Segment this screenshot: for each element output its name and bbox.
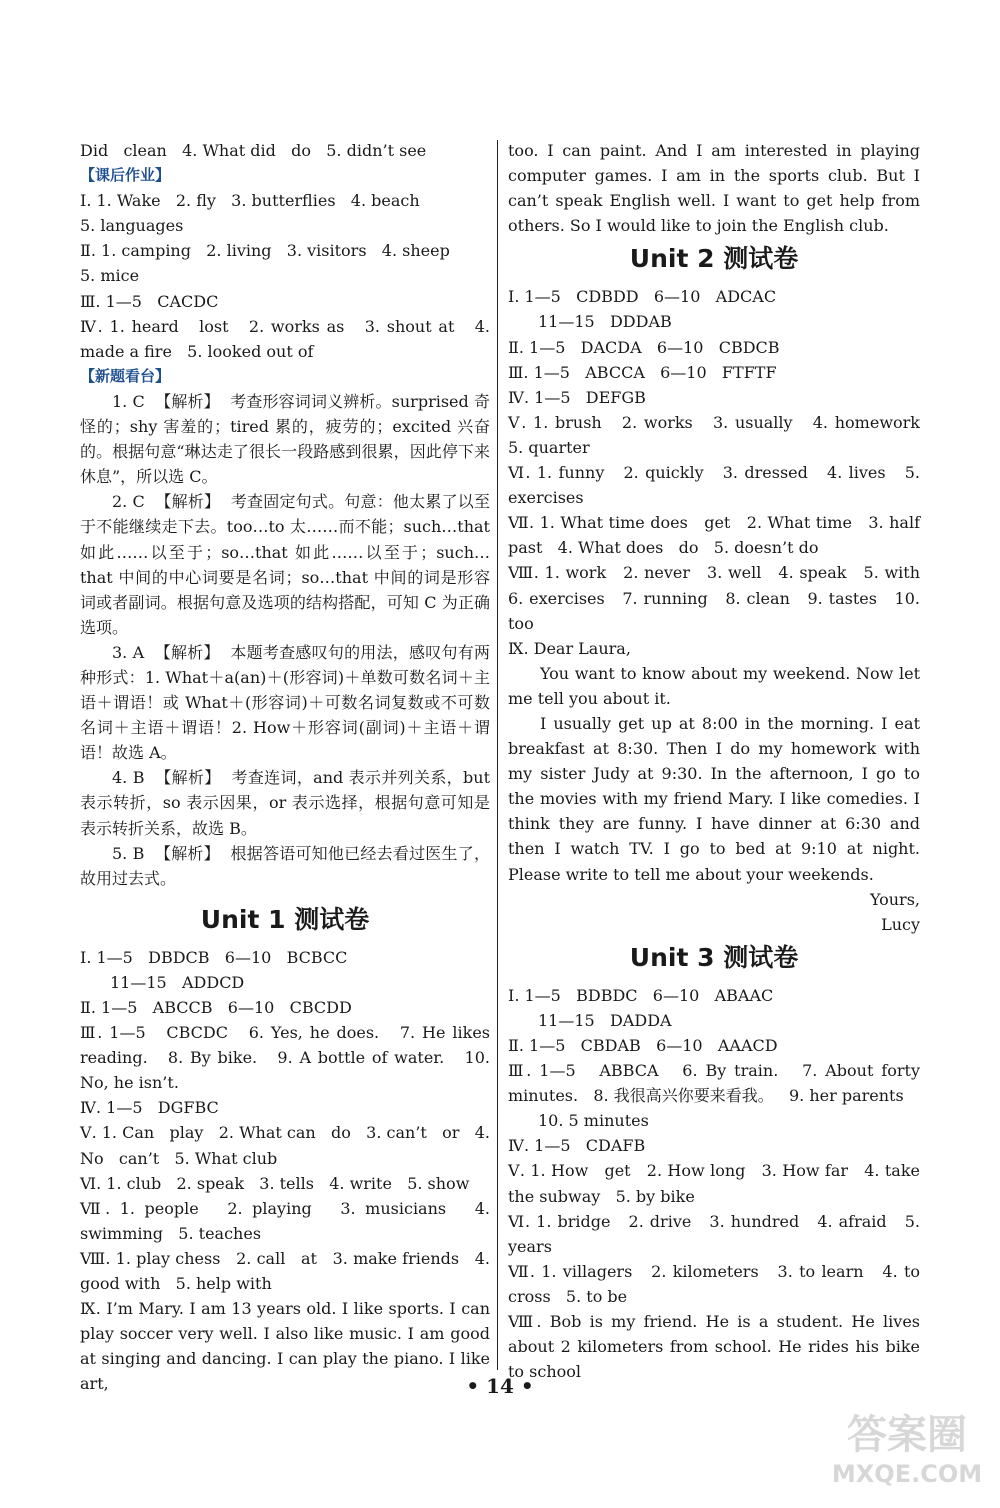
unit-test-title: Unit 1 测试卷: [200, 904, 370, 934]
answer-line: Ⅶ. 1. villagers 2. kilometers 3. to learn 4. to cross 5. to be: [508, 1261, 926, 1306]
answer-line: Ⅸ. Dear Laura,: [508, 638, 631, 658]
answer-line: Ⅳ. 1—5 DGFBC: [80, 1098, 219, 1118]
answer-line: too. I can paint. And I am interested in playing computer games. I am in the sports club. But I can’t speak English well. I want to get help from others. So I would like to join the English club.: [508, 141, 926, 236]
answer-paragraph: I usually get up at 8:00 in the morning. I eat breakfast at 8:30. Then I do my homework with my sister Judy at 9:30. In the afternoon, I go to the movies with my friend Mary. I like comedies. I think they are funny. I have dinner at 6:30 and then I watch TV. I go to bed at 9:10 at night. Please write to tell me about your weekends.: [508, 713, 926, 884]
answer-line: Ⅵ. 1. bridge 2. drive 3. hundred 4. afraid 5. years: [508, 1211, 926, 1256]
answer-line: Ⅷ. 1. work 2. never 3. well 4. speak 5. with 6. exercises 7. running 8. clean 9. tastes 10. too: [508, 563, 936, 633]
answer-line: Ⅲ. 1—5 ABBCA 6. By train. 7. About forty minutes. 8. 我很高兴你要来看我。 9. her parents: [508, 1061, 926, 1106]
answer-line: Ⅳ. 1. heard lost 2. works as 3. shout at 4. made a fire 5. looked out of: [80, 316, 496, 361]
left-column: [80, 138, 496, 1397]
column-divider: [497, 140, 498, 1370]
unit-test-title: Unit 3 测试卷: [629, 942, 799, 972]
answer-paragraph: You want to know about my weekend. Now let me tell you about it.: [508, 663, 926, 708]
answer-line: Ⅰ. 1. Wake 2. fly 3. butterflies 4. beach: [80, 191, 420, 211]
answer-line: Ⅴ. 1. How get 2. How long 3. How far 4. take the subway 5. by bike: [508, 1161, 926, 1206]
watermark-text: 答案圈: [847, 1412, 967, 1458]
answer-line: 11—15 DADDA: [538, 1010, 672, 1030]
section-heading: 【课后作业】: [80, 166, 171, 185]
letter-signoff: Yours,: [869, 889, 920, 909]
answer-line: Ⅲ. 1—5 ABCCA 6—10 FTFTF: [508, 362, 777, 382]
answer-line: Ⅰ. 1—5 DBDCB 6—10 BCBCC: [80, 947, 348, 967]
answer-line: Ⅱ. 1—5 CBDAB 6—10 AAACD: [508, 1036, 778, 1055]
watermark-logo: [832, 1400, 982, 1490]
answer-line: Ⅸ. I’m Mary. I am 13 years old. I like sports. I can play soccer very well. I also like music. I am good at singing and dancing. I can play the piano. I like art,: [80, 1299, 496, 1394]
answer-line: Ⅷ. 1. play chess 2. call at 3. make friends 4. good with 5. help with: [80, 1248, 496, 1294]
watermark-url: MXQE.COM: [832, 1460, 982, 1488]
answer-line: Ⅲ. 1—5 CACDC: [80, 291, 219, 311]
answer-line: 11—15 DDDAB: [538, 312, 672, 332]
answer-paragraph: 5. B 【解析】 根据答语可知他已经去看过医生了，故用过去式。: [80, 843, 490, 888]
answer-paragraph: 3. A 【解析】 本题考查感叹句的用法，感叹句有两种形式：1. What＋a(an)＋(形容词)＋单数可数名词＋主语＋谓语！或 What＋(形容词)＋可数名词复数或不可数名词＋主语＋谓语！2. How＋形容词(副词)＋主语＋谓语！故选 A。: [80, 642, 490, 763]
answer-line: Ⅶ. 1. people 2. playing 3. musicians 4. swimming 5. teaches: [80, 1198, 496, 1243]
answer-line: Ⅲ. 1—5 CBCDC 6. Yes, he does. 7. He likes reading. 8. By bike. 9. A bottle of water. 10. No, he isn’t.: [80, 1023, 496, 1093]
answer-line: Ⅱ. 1. camping 2. living 3. visitors 4. sheep: [80, 241, 450, 261]
answer-line: Ⅱ. 1—5 DACDA 6—10 CBDCB: [508, 337, 780, 357]
answer-line: Ⅷ. Bob is my friend. He is a student. He lives about 2 kilometers from school. He rides his bike to school: [508, 1312, 926, 1382]
answer-line: 10. 5 minutes: [538, 1111, 649, 1131]
answer-paragraph: 2. C 【解析】 考查固定句式。句意：他太累了以至于不能继续走下去。too…to 太……而不能；such…that 如此……以至于；so…that 如此……以至于；such… that 中间的中心词要是名词；so…that 中间的词是形容词或者副词。根据句意及选项的结构搭配，可知 C 为正确选项。: [80, 492, 496, 637]
answer-line: Ⅴ. 1. Can play 2. What can do 3. can’t or 4. No can’t 5. What club: [80, 1123, 496, 1168]
answer-line: Ⅰ. 1—5 CDBDD 6—10 ADCAC: [508, 287, 777, 307]
answer-line: Ⅱ. 1—5 ABCCB 6—10 CBCDD: [80, 998, 352, 1017]
right-column: [508, 138, 936, 1384]
answer-line: Ⅵ. 1. funny 2. quickly 3. dressed 4. lives 5. exercises: [508, 463, 926, 508]
page-number: • 14 •: [466, 1374, 534, 1398]
answer-line: Ⅳ. 1—5 CDAFB: [508, 1136, 646, 1156]
answer-line: 5. languages: [80, 216, 184, 236]
answer-line: Ⅵ. 1. club 2. speak 3. tells 4. write 5. show: [80, 1173, 470, 1193]
answer-line: Ⅰ. 1—5 BDBDC 6—10 ABAAC: [508, 985, 774, 1005]
answer-line: Ⅴ. 1. brush 2. works 3. usually 4. homework 5. quarter: [508, 412, 936, 457]
section-heading: 【新题看台】: [80, 366, 171, 385]
answer-line: 11—15 ADDCD: [110, 972, 245, 992]
answer-paragraph: 4. B 【解析】 考查连词，and 表示并列关系，but 表示转折，so 表示因果，or 表示选择，根据句意可知是表示转折关系，故选 B。: [80, 768, 496, 838]
answer-line: Ⅳ. 1—5 DEFGB: [508, 387, 646, 407]
answer-line: Did clean 4. What did do 5. didn’t see: [80, 141, 427, 160]
unit-test-title: Unit 2 测试卷: [629, 244, 799, 274]
answer-line: Ⅶ. 1. What time does get 2. What time 3. half past 4. What does do 5. doesn’t do: [508, 513, 926, 558]
answer-paragraph: 1. C 【解析】 考查形容词词义辨析。surprised 奇怪的；shy 害羞的；tired 累的，疲劳的；excited 兴奋的。根据句意“琳达走了很长一段路感到很累，因此停下来休息”，所以选 C。: [80, 391, 490, 487]
letter-signoff: Lucy: [881, 914, 920, 934]
answer-line: 5. mice: [80, 266, 140, 286]
